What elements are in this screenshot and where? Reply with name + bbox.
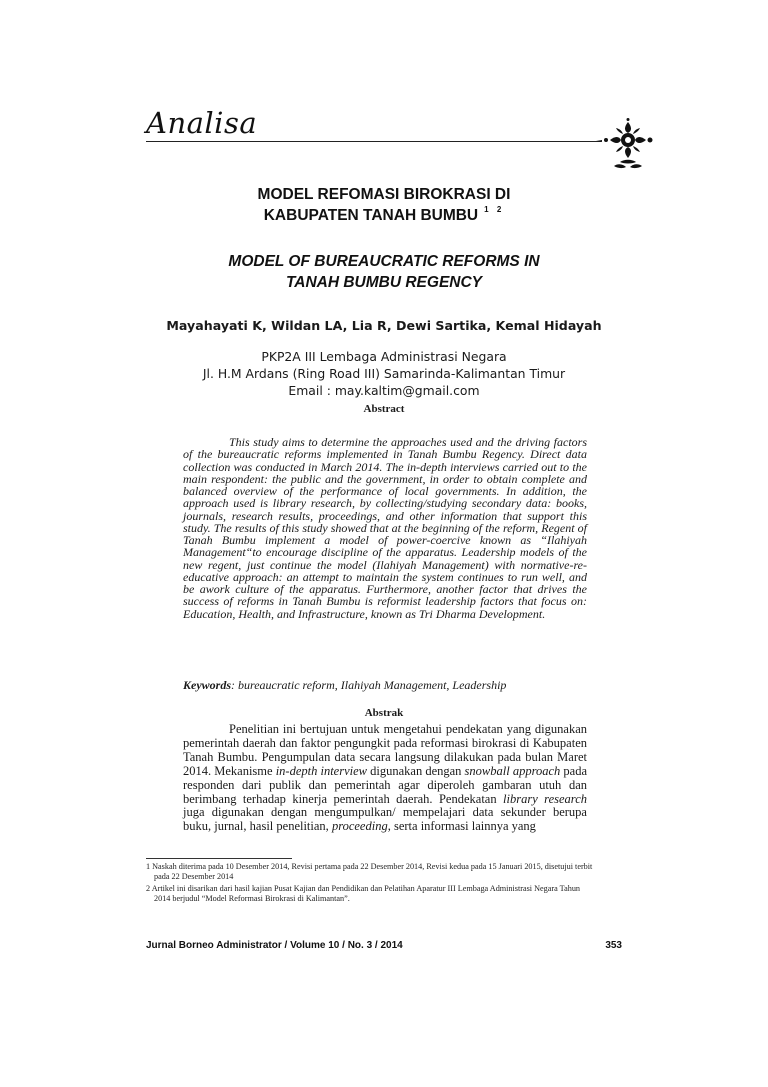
keywords-label: Keywords [183,678,231,692]
abstract-en-text: This study aims to determine the approaches used and the driving factors of the bureaucratic reforms implemented in Tanah Bumbu Regency. Direct data collection was conducted in March 2014. The in-depth interviews carried out to the main respondent: the public and the government, in order to obtain complete and balanced overview of the performance of local governments. In addition, the approach used is library research, by collecting/studying secondary data: books, journals, research results, proceedings, and other information that support this study. The results of this study showed that at the beginning of the reform, Regent of Tanah Bumbu implement a model of power-coercive known as “Ilahiyah Management“to encourage discipline of the apparatus. Leadership models of the new regent, just continue the model (Ilahiyah Management) with normative-re-educative approach: an attempt to maintain the system continues to run well, and be awork culture of the apparatus. Furthermore, another factor that drives the success of reforms in Tanah Bumbu is reformist leadership factors that focus on: Education, Health, and Infrastructure, known as Tri Dharma Development. [183,435,587,621]
abstract-id-seg1: Penelitian ini bertujuan untuk mengetahui pendekatan yang digunakan pemerintah daerah dan faktor pengungkit pada reformasi birokrasi di Kabupaten Tanah Bumbu. Pengumpulan data secara langsung dilakukan pada bulan Maret 2014. Mekanisme [183,722,587,778]
footnote-2-line1: 2 Artikel ini disarikan dari hasil kajian Pusat Kajian dan Pendidikan dan Pelatihan Aparatur III Lembaga Administrasi Negara Tahun [146,884,581,893]
footnote-1-line2: pada 22 Desember 2014 [154,872,234,881]
footnote-2-line2: 2014 berjudul “Model Reformasi Birokrasi di Kalimantan”. [154,894,350,903]
abstract-en-body [183,436,587,620]
title-en-line1: MODEL OF BUREAUCRATIC REFORMS IN [228,253,540,270]
footnote-2 [146,884,624,904]
affiliation-email: Email : may.kaltim@gmail.com [288,383,480,398]
page-number: 353 [605,940,622,951]
header-rule [146,141,601,142]
footnote-rule [146,858,292,859]
abstract-id-seg4: snowball approach [464,763,561,778]
abstract-en-heading: Abstract [363,403,405,415]
affiliation-line1: PKP2A III Lembaga Administrasi Negara [261,349,507,364]
footnote-1 [146,862,624,882]
abstract-id-seg3: digunakan dengan [367,763,465,778]
title-en-line2: TANAH BUMBU REGENCY [285,274,483,291]
title-id-line2 [146,207,622,225]
ornament-icon [596,118,656,170]
page-footer [146,940,622,951]
abstract-id-seg7: juga digunakan dengan mengumpulkan/ mempelajari data sekunder berupa buku, jurnal, hasil penelitian, [183,805,587,834]
authors: Mayahayati K, Wildan LA, Lia R, Dewi Sartika, Kemal Hidayah [166,318,602,333]
abstract-id-body [183,723,587,834]
abstract-id-seg2: in-depth interview [275,763,367,778]
footnote-1-line1: 1 Naskah diterima pada 10 Desember 2014, Revisi pertama pada 22 Desember 2014, Revisi kedua pada 15 Januari 2015, disetujui terbit [146,862,593,871]
affiliation-line2: Jl. H.M Ardans (Ring Road III) Samarinda-Kalimantan Timur [202,366,566,381]
abstract-id-seg8: proceeding [331,819,388,834]
abstract-id-text [183,723,587,834]
title-id-line2-text: KABUPATEN TANAH BUMBU [263,207,479,224]
journal-section-title: Analisa [146,106,258,140]
abstract-id-seg9: , serta informasi lainnya yang [387,819,536,834]
footer-journal-info: Jurnal Borneo Administrator / Volume 10 / No. 3 / 2014 [146,940,403,951]
keywords [183,678,587,693]
title-id-line1: MODEL REFOMASI BIROKRASI DI [257,186,511,203]
abstract-id-seg5: pada responden dari publik dan pemerintah agar diperoleh gambaran utuh dan berimbang terhadap kinerja pemerintah daerah. Pendekatan [183,763,588,806]
abstract-id-seg6: library research [503,791,587,806]
abstract-id-heading: Abstrak [364,707,404,719]
keywords-text: : bureaucratic reform, Ilahiyah Management, Leadership [231,678,507,692]
title-footnote-marks: 1 2 [484,205,505,214]
